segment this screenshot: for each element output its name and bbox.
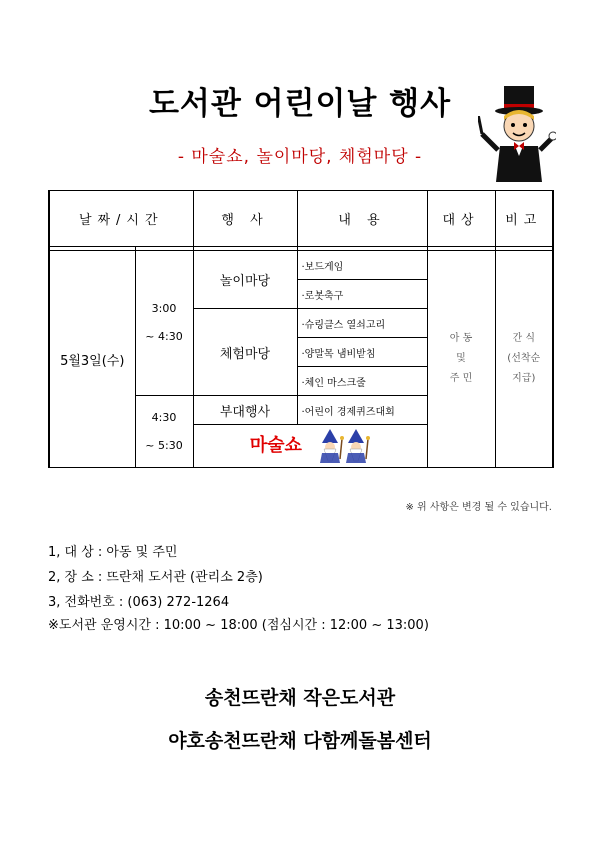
info-target: 1, 대 상 : 아동 및 주민 xyxy=(48,545,178,560)
time-start: 3:00 xyxy=(151,302,177,315)
time-end: ~ 5:30 xyxy=(145,438,183,452)
target-cell: 아 동 및 주 민 xyxy=(427,251,495,468)
table-row xyxy=(49,251,553,280)
list-item: ·슈링클스 열쇠고리 xyxy=(297,309,427,338)
magic-show-cell xyxy=(193,425,427,468)
page-title: 도서관 어린이날 행사 xyxy=(148,86,452,122)
magician-icon xyxy=(478,84,556,188)
header-date-time: 날짜/시간 xyxy=(49,191,193,247)
magic-show-label: 마술쇼 xyxy=(249,435,302,456)
time-start: 4:30 xyxy=(151,410,177,424)
program-experience: 체험마당 xyxy=(193,309,297,396)
date-cell: 5월3일(수) xyxy=(49,251,135,468)
list-item: ·어린이 경제퀴즈대회 xyxy=(297,396,427,425)
notice-text: ※ 위 사항은 변경 될 수 있습니다. xyxy=(405,502,552,513)
footer-org-2: 야호송천뜨란채 다함께돌봄센터 xyxy=(168,730,432,752)
list-item: ·보드게임 xyxy=(297,251,427,280)
time-slot-1 xyxy=(135,251,193,396)
header-content: 내 용 xyxy=(297,191,427,247)
info-place: 2, 장 소 : 뜨란채 도서관 (관리소 2층) xyxy=(48,570,263,585)
header-event: 행 사 xyxy=(193,191,297,247)
footer-org-1: 송천뜨란채 작은도서관 xyxy=(204,687,396,709)
note-cell: 간 식 (선착순 지급) xyxy=(495,251,553,468)
time-end: ~ 4:30 xyxy=(145,330,183,343)
list-item: ·양말목 냄비받침 xyxy=(297,338,427,367)
time-slot-2 xyxy=(135,396,193,468)
program-side-event: 부대행사 xyxy=(193,396,297,425)
program-play: 놀이마당 xyxy=(193,251,297,309)
table-header-row xyxy=(49,191,553,247)
list-item: ·로봇축구 xyxy=(297,280,427,309)
header-target: 대상 xyxy=(427,191,495,247)
info-hours: ※도서관 운영시간 : 10:00 ~ 18:00 (점심시간 : 12:00 ~ 13:00) xyxy=(48,618,429,633)
header-note: 비고 xyxy=(495,191,553,247)
subtitle: - 마술쇼, 놀이마당, 체험마당 - xyxy=(177,147,423,167)
wizard-icon xyxy=(318,429,370,463)
schedule-table xyxy=(48,190,554,468)
info-phone: 3, 전화번호 : (063) 272-1264 xyxy=(48,595,230,610)
list-item: ·체인 마스크줄 xyxy=(297,367,427,396)
